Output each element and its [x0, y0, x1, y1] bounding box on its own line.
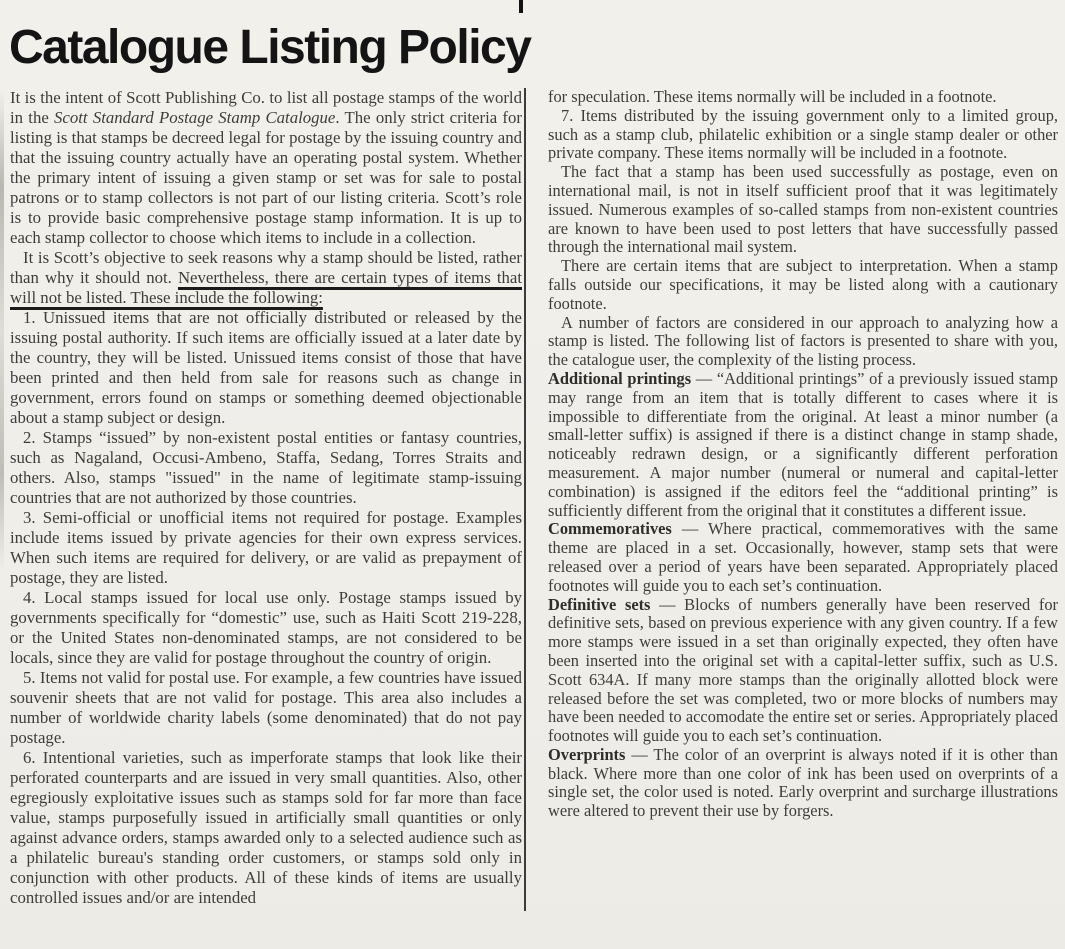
entry-commemoratives — [548, 520, 1058, 595]
right-column — [537, 88, 1058, 949]
entry-text-commemoratives: — Where practical, commemoratives with the same theme are placed in a set. Occasionally, however, stamp sets that were released over a period of years have been separated. Appropriately placed footnotes will guide you to each set’s continuation. — [548, 519, 1058, 595]
two-column-text — [10, 88, 1058, 949]
list-item-6: 6. Intentional varieties, such as imperforate stamps that look like their perforated counterparts and are issued in very small quantities. Also, other egregiously exploitative issues such as stamps sold for far more than face value, stamps purposefully issued in artificially small quantities or only against advance orders, stamps awarded only to a selected audience such as a philatelic bureau's standing order customers, or stamps sold only in conjunction with other products. All of these kinds of items are usually controlled issues and/or are intended — [10, 748, 522, 907]
intro-text-pre: It is the intent of Scott Publishing Co. to list all postage stamps of the world in the — [10, 88, 522, 127]
objective-text: It is Scott’s objective to seek reasons why a stamp should be listed, rather than why it should not. — [10, 248, 522, 287]
entry-term-definitive-sets: Definitive sets — [548, 594, 651, 614]
list-item-1: 1. Unissued items that are not officially distributed or released by the issuing postal authority. If such items are officially issued at a later date by the country, they will be listed. Unissued items consist of those that have been printed and then held from sale for reasons such as change in government, errors found on stamps or something deemed objectionable about a stamp subject or design. — [10, 308, 522, 427]
paragraph-listing-factors: A number of factors are considered in our approach to analyzing how a stamp is listed. The following list of factors is presented to share with you, the catalogue user, the complexity of the listing process. — [548, 312, 1058, 370]
entry-term-overprints: Overprints — [548, 744, 626, 764]
scan-edge-artifact — [0, 90, 4, 570]
entry-term-additional-printings: Additional printings — [548, 368, 692, 388]
entry-text-overprints: — The color of an overprint is always noted if it is other than black. Where more than one color of ink has been used on overprints of a single set, the color used is noted. Early overprint and surcharge illustrations were altered to prevent their use by forgers. — [548, 744, 1058, 821]
entry-text-definitive-sets: — Blocks of numbers generally have been reserved for definitive sets, based on previous experience with any given country. If a few more stamps were issued in a set than originally expected, they often have been inserted into the original set with a capital-letter suffix, such as U.S. Scott 634A. If many more stamps than the originally allotted block were released before the set was completed, two or more blocks of numbers may have been needed to accomodate the entire set or series. Appropriately placed footnotes will guide you to each set’s continuation. — [548, 594, 1058, 746]
entry-text-additional-printings: — “Additional printings” of a previously issued stamp may range from an item that is totally different to cases where it is impossible to differentiate from the original. At least a minor number (a small-letter suffix) is assigned if there is a distinct change in stamp shade, noticeably redrawn design, or a significantly different perforation measurement. A major number (numeral or numeral and capital-letter combination) is assigned if the editors feel the “additional printing” is sufficiently different from the original that it constitutes a different issue. — [548, 368, 1058, 520]
intro-paragraph — [10, 88, 522, 248]
continuation-paragraph: for speculation. These items normally will be included in a footnote. — [548, 87, 997, 106]
catalogue-name-italic: Scott Standard Postage Stamp Catalogue — [54, 108, 336, 127]
left-column — [10, 88, 522, 949]
list-item-5: 5. Items not valid for postal use. For example, a few countries have issued souvenir sheets that are not valid for postage. This area also includes a number of worldwide charity labels (some denominated) that do not pay postage. — [10, 668, 522, 747]
page-title: Catalogue Listing Policy — [9, 21, 531, 74]
entry-additional-printings — [548, 370, 1058, 520]
page-top-registration-mark — [519, 0, 523, 13]
paragraph-interpretation: There are certain items that are subject to interpretation. When a stamp falls outside our specifications, it may be listed along with a cautionary footnote. — [548, 256, 1058, 313]
list-item-4: 4. Local stamps issued for local use only. Postage stamps issued by governments specifically for “domestic” use, such as Haiti Scott 219-228, or the United States non-denominated stamps, are not considered to be locals, since they are valid for postage throughout the country of origin. — [10, 588, 522, 667]
list-item-3: 3. Semi-official or unofficial items not required for postage. Examples include items issued by private agencies for their own express services. When such items are required for delivery, or are valid as prepayment of postage, they are listed. — [10, 508, 522, 587]
objective-paragraph — [10, 248, 522, 308]
underlined-policy-statement: Nevertheless, there are certain types of items that will not be listed. These include the following: — [10, 268, 522, 307]
list-item-2: 2. Stamps “issued” by non-existent postal entities or fantasy countries, such as Nagaland, Occusi-Ambeno, Staffa, Sedang, Torres Straits and others. Also, stamps "issued" in the name of legitimate stamp-issuing countries that are not authorized by those countries. — [10, 428, 522, 507]
paragraph-postage-proof: The fact that a stamp has been used successfully as postage, even on international mail, is not in itself sufficient proof that it was legitimately issued. Numerous examples of so-called stamps from non-existent countries are known to have been used to post letters that have successfully passed through the international mail system. — [548, 162, 1058, 257]
entry-definitive-sets — [548, 596, 1058, 746]
entry-term-commemoratives: Commemoratives — [548, 519, 672, 539]
list-item-7: 7. Items distributed by the issuing government only to a limited group, such as a stamp club, philatelic exhibition or a single stamp dealer or other private company. These items normally will be included in a footnote. — [548, 105, 1058, 163]
intro-text-post: . The only strict criteria for listing is that stamps be decreed legal for postage by the issuing country and that the issuing country actually have an operating postal system. Whether the primary intent of issuing a given stamp or set was for sale to postal patrons or to stamp collectors is not part of our listing criteria. Scott’s role is to provide basic comprehensive postage stamp information. It is up to each stamp collector to choose which items to include in a collection. — [10, 108, 522, 247]
entry-overprints — [548, 746, 1058, 821]
